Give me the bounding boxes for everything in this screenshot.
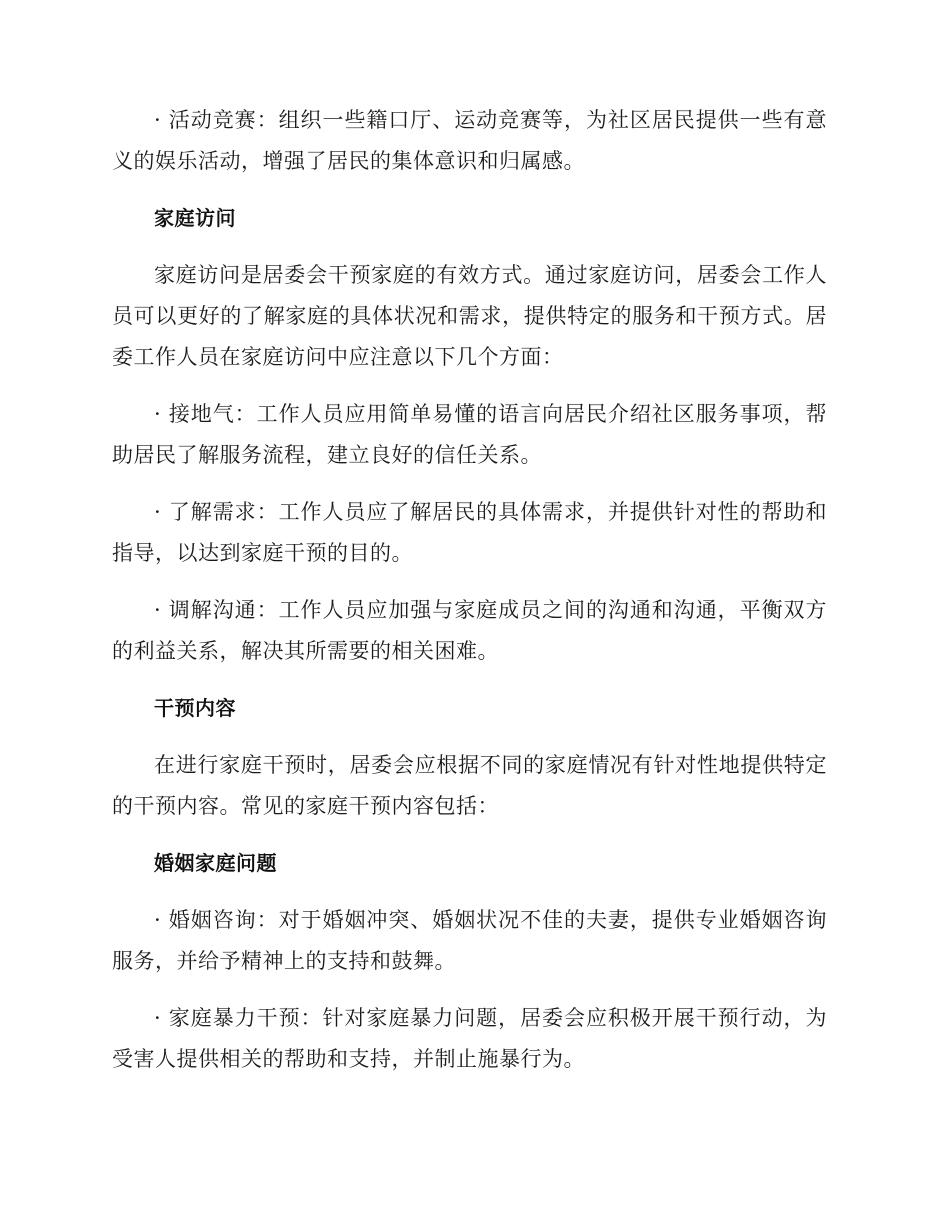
bullet-paragraph-domestic-violence: · 家庭暴力干预：针对家庭暴力问题，居委会应积极开展干预行动，为受害人提供相关的帮助和支持，并制止施暴行为。 <box>112 1006 827 1071</box>
bullet-paragraph-down-to-earth: · 接地气：工作人员应用简单易懂的语言向居民介绍社区服务事项，帮助居民了解服务流程，建立良好的信任关系。 <box>112 402 827 467</box>
bullet-paragraph-activities: · 活动竞赛：组织一些籍口厅、运动竞赛等，为社区居民提供一些有意义的娱乐活动，增强了居民的集体意识和归属感。 <box>112 108 827 173</box>
section-heading-intervention-content: 干预内容 <box>154 696 236 720</box>
document-page <box>112 100 827 1096</box>
bullet-paragraph-marriage-counseling: · 婚姻咨询：对于婚姻冲突、婚姻状况不佳的夫妻，提供专业婚姻咨询服务，并给予精神上的支持和鼓舞。 <box>112 908 827 973</box>
section-heading-marriage-issues: 婚姻家庭问题 <box>154 851 277 875</box>
bullet-paragraph-understand-needs: · 了解需求：工作人员应了解居民的具体需求，并提供针对性的帮助和指导，以达到家庭干预的目的。 <box>112 500 827 565</box>
bullet-paragraph-mediation: · 调解沟通：工作人员应加强与家庭成员之间的沟通和沟通，平衡双方的利益关系，解决其所需要的相关困难。 <box>112 598 827 663</box>
paragraph-intervention-intro: 在进行家庭干预时，居委会应根据不同的家庭情况有针对性地提供特定的干预内容。常见的家庭干预内容包括： <box>112 753 827 818</box>
section-heading-home-visit: 家庭访问 <box>154 206 236 230</box>
paragraph-home-visit-intro: 家庭访问是居委会干预家庭的有效方式。通过家庭访问，居委会工作人员可以更好的了解家庭的具体状况和需求，提供特定的服务和干预方式。居委工作人员在家庭访问中应注意以下几个方面： <box>112 263 827 369</box>
